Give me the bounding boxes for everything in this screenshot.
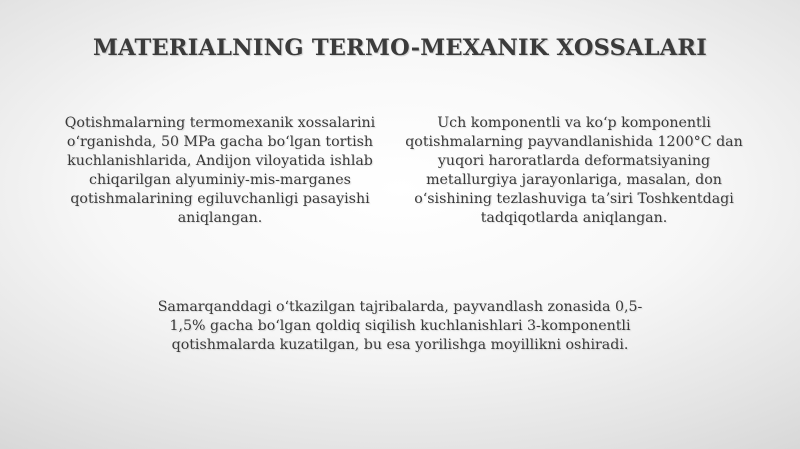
text-line: Samarqanddagi oʻtkazilgan tajribalarda, payvandlash zonasida 0,5- (157, 299, 643, 315)
right-text-block (388, 114, 760, 228)
left-text-block (40, 114, 400, 228)
text-line: oʻsishining tezlashuviga taʼsiri Toshkentdagi (414, 191, 734, 207)
text-line: kuchlanishlarida, Andijon viloyatida ishlab (67, 153, 373, 169)
slide-title: MATERIALNING TERMO-MEXANIK XOSSALARI (93, 35, 707, 61)
text-line: qotishmalarining egiluvchanligi pasayishi (70, 191, 370, 207)
text-line: chiqarilgan alyuminiy-mis-marganes (89, 172, 351, 188)
text-line: oʻrganishda, 50 MPa gacha boʻlgan tortish (66, 134, 374, 150)
text-line: Qotishmalarning termomexanik xossalarini (64, 115, 376, 131)
text-line: qotishmalarda kuzatilgan, bu esa yorilishga moyillikni oshiradi. (171, 337, 629, 353)
text-line: 1,5% gacha boʻlgan qoldiq siqilish kuchlanishlari 3-komponentli (169, 318, 631, 334)
text-line: Uch komponentli va koʻp komponentli (437, 115, 711, 131)
text-line: metallurgiya jarayonlariga, masalan, don (426, 172, 722, 188)
text-line: aniqlangan. (177, 210, 263, 226)
text-line: qotishmalarning payvandlanishida 1200°C dan (405, 134, 743, 150)
bottom-text-block (130, 298, 670, 355)
text-line: tadqiqotlarda aniqlangan. (480, 210, 668, 226)
text-line: yuqori haroratlarda deformatsiyaning (437, 153, 711, 169)
